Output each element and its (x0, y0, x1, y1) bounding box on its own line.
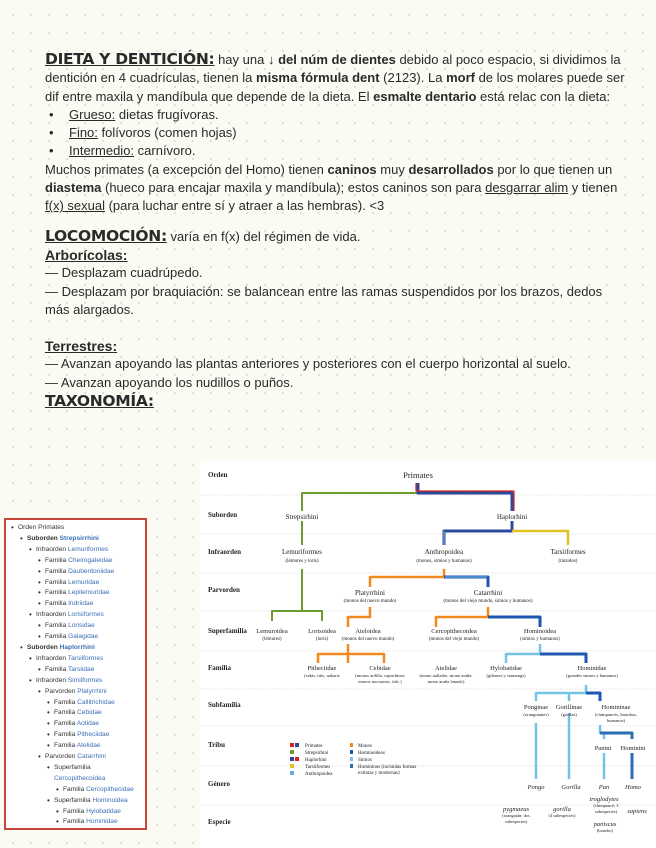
rank-label: Parvorden (208, 586, 240, 594)
tree-node-infraorden (36, 654, 143, 676)
legend-label: Tarsiiformes (305, 765, 331, 770)
text-run: Familia (63, 785, 87, 793)
text-run: Familia (45, 665, 68, 673)
node-cercopithecoidea: Cercopithecoidea (431, 628, 477, 635)
tree-list (54, 807, 143, 829)
text-run: . (289, 374, 294, 390)
legend-swatch (295, 743, 299, 747)
text-run: hay una (214, 52, 268, 67)
tree-link[interactable]: Lepilemuridae (68, 589, 110, 597)
node-homininae: Homininae (601, 704, 631, 711)
text-run: Infraorden (36, 611, 68, 619)
esmalte-list (45, 106, 625, 161)
tree-node-infraorden (36, 545, 143, 610)
node-hylobatidae: Hylobatidae (490, 665, 522, 672)
node-anthropoidea-sub: (monos, simios y humanos) (416, 559, 472, 564)
text-run: Parvorden (45, 753, 78, 761)
list-item (69, 124, 625, 142)
node-cercopithecoidea-sub: (monos del viejo mundo) (428, 637, 480, 642)
tree-list (18, 534, 143, 828)
tree-link[interactable]: Lemuridae (68, 578, 100, 586)
tree-node-familia (63, 785, 143, 796)
text-run: Superfamilia (54, 796, 93, 804)
node-homininae-sub: humanos) (606, 718, 626, 723)
text-run: desarrollados (408, 161, 494, 177)
node-lemuriformes-sub: (lémures y loris) (285, 559, 319, 564)
tree-link[interactable]: Haplorrhini (59, 643, 95, 651)
legend-label: Anthropoidea (305, 772, 333, 777)
tree-link[interactable]: Atelidae (76, 742, 101, 750)
tree-node-familia (45, 556, 143, 567)
legend-label: Homininos (incluidas formas (358, 765, 417, 770)
node-pan: Pan (598, 784, 610, 791)
branch (302, 611, 322, 621)
text-run: con el cuerpo horizontal al suelo. (377, 356, 571, 372)
legend-label: Haplorhini (305, 758, 327, 763)
legend-swatch (350, 750, 353, 754)
tree-link[interactable]: Galagidae (68, 633, 99, 641)
text-run: Familia (63, 818, 87, 826)
branch (416, 483, 514, 511)
node-hominoidea-sub: (simios y humanos) (520, 637, 560, 642)
branch (348, 654, 384, 663)
tree-list (45, 698, 143, 753)
node-strepsirhini: Strepsirhini (285, 513, 319, 521)
tree-link[interactable]: Callitrichidae (77, 698, 115, 706)
node-pongo: Pongo (527, 784, 545, 791)
dieta-paragraph (45, 50, 625, 106)
rank-label: Familia (208, 664, 231, 672)
legend-label: Strepsirhini (305, 751, 329, 756)
tree-node-familia (54, 741, 143, 752)
text-run: (para luchar entre sí y atraer a las hembras). <3 (104, 198, 385, 214)
tree-node-infraorden (36, 610, 143, 643)
text-run: — Desplazam por braquiación: (45, 283, 224, 299)
tree-link[interactable]: Platyrrhini (77, 687, 107, 695)
primate-classification-diagram (200, 461, 656, 848)
node-lorisoidea-sub: (loris) (315, 637, 329, 642)
node-ateloidea-sub: (monos del nuevo mundo) (341, 637, 395, 642)
tree-node-familia (45, 599, 143, 610)
node-homininae-sub: (chimpancés, bonobos, (594, 712, 638, 717)
locomocion-paragraph (45, 227, 625, 246)
node-cebidae-sub: (monos ardilla, capuchinos (355, 673, 405, 678)
rank-label: Especie (208, 818, 231, 826)
text-run: folívoros (comen hojas) (97, 125, 237, 141)
tree-list (54, 785, 143, 796)
legend-swatch (290, 750, 294, 754)
text-run: caninos (327, 161, 377, 177)
text-run: diastema (45, 180, 102, 196)
node-hominidae: Hominidae (577, 665, 607, 672)
tree-link[interactable]: Tarsiidae (67, 665, 95, 673)
tree-list (27, 654, 143, 829)
text-run: Familia (45, 567, 69, 575)
node-atelidae: Atelidae (434, 665, 458, 672)
node-sapiens: sapiens (627, 808, 647, 815)
tree-link[interactable]: Indriidae (68, 600, 94, 608)
taxonomia-heading: TAXONOMÍA: (45, 392, 154, 411)
node-haplorhini: Haplorhini (496, 513, 528, 521)
node-gorillinae: Gorillinae (555, 704, 583, 711)
tree-link[interactable]: Catarrhini (77, 753, 106, 761)
tree-link[interactable]: Cebidae (77, 709, 102, 717)
text-run: carnívoro. (134, 143, 196, 159)
node-platyrrhini-sub: (monos del nuevo mundo) (343, 599, 397, 604)
tree-node-parvorden (45, 687, 143, 752)
text-run: se balancean entre las ramas suspendidos por los brazos, dedos más alargados. (45, 283, 603, 317)
tree-link[interactable]: Simiiformes (67, 676, 103, 684)
tree-node-familia (63, 807, 143, 818)
tree-link[interactable]: Aotidae (76, 720, 100, 728)
text-run: debido al poco espacio, si dividimos la dentición en 4 cuadrículas, tienen la (45, 52, 621, 86)
text-run: Grueso: (69, 106, 116, 122)
arboricolas-line-2 (45, 283, 625, 320)
text-run: Familia (54, 742, 77, 750)
branch (444, 521, 512, 545)
tree-link[interactable]: Daubentoniidae (68, 567, 115, 575)
tree-link[interactable]: Lemuriformes (67, 545, 109, 553)
node-pygmaeus-sub: subespecies) (504, 819, 528, 824)
branch (370, 569, 444, 587)
node-primates: Primates (403, 470, 433, 480)
text-run: Familia (45, 589, 69, 597)
legend-swatch (290, 764, 294, 768)
tree-node-parvorden (45, 752, 143, 828)
arboricolas-heading: Arborícolas: (45, 246, 128, 263)
legend-swatch (290, 757, 294, 761)
tree-link[interactable]: Cheirogaleidae (68, 556, 113, 564)
node-hominini: Hominini (620, 745, 646, 752)
text-run: (hueco para encajar maxila y mandíbula); estos caninos son para (101, 180, 486, 196)
text-run: Infraorden (36, 654, 68, 662)
branch (506, 644, 540, 663)
node-ponginae: Ponginae (523, 704, 549, 711)
branch (586, 693, 600, 701)
tree-link[interactable]: Hylobatidae (86, 807, 121, 815)
tree-link[interactable]: Lorisidae (68, 622, 95, 630)
tree-link[interactable]: Hominoidea (92, 796, 128, 804)
node-pitheciidae: Pitheciidae (307, 665, 337, 672)
branch (540, 654, 586, 663)
text-run: Familia (54, 731, 78, 739)
text-run: f(x) sexual (45, 198, 105, 214)
branch (512, 531, 568, 545)
tree-node-superfamilia (54, 763, 143, 796)
legend-swatch (290, 771, 294, 775)
node-lorisoidea: Lorisoidea (308, 628, 336, 635)
node-paniscus-sub: (bonobo) (596, 828, 614, 833)
tree-node-familia (45, 588, 143, 599)
tree-list (36, 556, 143, 611)
text-run: (2123). La (379, 70, 447, 86)
tree-node-suborden (27, 534, 143, 643)
tree-node-infraorden (36, 676, 143, 829)
rank-labels (208, 471, 247, 826)
tree-link[interactable]: Lorisiformes (67, 611, 104, 619)
rank-label: Subfamilia (208, 701, 241, 709)
text-run: Suborden (27, 534, 60, 542)
tree-list (45, 763, 143, 828)
locomocion-heading: LOCOMOCIÓN: (45, 226, 167, 245)
node-lemuroidea: Lemuroidea (256, 628, 288, 635)
caninos-paragraph (45, 161, 625, 216)
legend-labels (305, 744, 333, 777)
rank-label: Suborden (208, 511, 238, 519)
tree-node-orden (18, 523, 143, 828)
text-run: Familia (45, 633, 69, 641)
text-run: morf (446, 70, 475, 86)
tree-node-familia (54, 730, 143, 741)
node-atelidae-sub: mono araña lanudo) (427, 679, 465, 684)
text-run: y tienen (568, 180, 618, 196)
node-pygmaeus-sub: (orangután; dos (502, 813, 530, 818)
text-run: Superfamilia (54, 763, 91, 771)
branch (436, 607, 488, 627)
tree-node-familia (54, 719, 143, 730)
spacer (45, 319, 625, 337)
node-catarrhini-sub: (monos del viejo mundo, simios y humanos) (443, 599, 533, 604)
rank-label: Infraorden (208, 548, 242, 556)
legend-label: Primates (305, 744, 323, 749)
tree-node-suborden (27, 643, 143, 828)
node-gorilla-species-sub: (4 subespecies) (548, 813, 576, 818)
tree-node-familia (45, 621, 143, 632)
node-hominidae-sub: (grandes simios y humanos) (566, 673, 618, 678)
node-lemuriformes: Lemuriformes (281, 548, 323, 556)
node-gorilla: Gorilla (561, 784, 581, 791)
notes-text (45, 50, 625, 411)
text-run: Suborden (27, 643, 60, 651)
tree-link[interactable]: Cercopithecidae (86, 785, 134, 793)
text-run: — Avanzan (45, 374, 115, 390)
text-run: varía en f(x) del régimen de vida. (166, 228, 361, 244)
node-tarsiiformes: Tarsiiformes (550, 548, 586, 556)
text-run: Muchos primates (a excepción del Homo) tienen (45, 161, 328, 177)
node-gorillinae-sub: (gorilas) (561, 712, 577, 717)
text-run: Familia (54, 709, 78, 717)
branch (272, 569, 302, 621)
text-run: apoyando las plantas anteriores y posteriores (114, 356, 378, 372)
tree-list (36, 687, 143, 829)
text-run: Familia (54, 720, 77, 728)
diagram-svg (200, 461, 656, 848)
legend (290, 743, 416, 777)
node-homo: Homo (625, 784, 641, 791)
list-item (69, 106, 625, 124)
taxonomia-paragraph (45, 392, 625, 411)
text-run: de los molares puede ser dif entre maxila y mandíbula que depende de la dieta. El (45, 70, 625, 104)
node-hylobatidae-sub: (gibones y siamangs) (486, 673, 526, 678)
legend-label: Monos (358, 744, 372, 749)
tree-link[interactable]: Hominidae (86, 818, 118, 826)
text-run: Parvorden (45, 687, 78, 695)
node-catarrhini: Catarrhini (473, 589, 503, 597)
text-run: desgarrar alim (485, 180, 569, 196)
branch (488, 617, 540, 627)
text-run: Familia (45, 556, 69, 564)
node-panini: Panini (594, 745, 612, 752)
terrestres-line-2 (45, 374, 625, 392)
node-cebidae: Cebidae (369, 665, 391, 672)
node-labels (256, 470, 647, 833)
branch (418, 483, 512, 511)
terrestres-line-1 (45, 355, 625, 373)
node-anthropoidea: Anthropoidea (424, 548, 464, 556)
node-pygmaeus: pygmaeus (503, 806, 529, 813)
legend-swatch (295, 757, 299, 761)
tree-link[interactable]: Tarsiiformes (67, 654, 104, 662)
node-gorilla-species: gorilla (553, 806, 571, 813)
arboricolas-line-1: — Desplazam cuadrúpedo. (45, 265, 203, 281)
text-run: Infraorden (36, 676, 68, 684)
node-tarsiiformes-sub: (társidos) (558, 559, 578, 564)
terrestres-heading: Terrestres: (45, 338, 118, 355)
rank-label: Género (208, 780, 231, 788)
tree-node-familia (54, 708, 143, 719)
node-pitheciidae-sub: (sakis, titís, uakaris (304, 673, 340, 678)
text-run: por lo que tienen un (493, 161, 613, 177)
node-atelidae-sub: (mono aullador, mono araña, (419, 673, 473, 678)
node-platyrrhini: Platyrrhini (355, 589, 385, 597)
taxonomy-tree-panel (4, 518, 147, 830)
node-troglodytes: troglodytes (589, 796, 619, 803)
node-troglodytes-sub: (chimpancé; 3 (593, 803, 619, 808)
text-run: Fino: (69, 125, 98, 141)
tree-node-familia (45, 578, 143, 589)
node-hominoidea: Hominoidea (523, 628, 557, 635)
node-lemuroidea-sub: (lémures) (262, 637, 282, 642)
branch (536, 685, 586, 701)
text-run: está relac con la dieta: (476, 88, 611, 104)
legend-swatch (350, 757, 353, 761)
legend-swatch (290, 743, 294, 747)
tree-node-familia (45, 632, 143, 643)
text-run: Familia (45, 622, 69, 630)
legend-label: extintas y modernas) (358, 771, 400, 776)
text-run: Familia (45, 600, 69, 608)
legend-labels (358, 744, 416, 776)
branch (302, 483, 418, 511)
text-run: Infraorden (36, 545, 68, 553)
text-run: apoyando los nudillos o puños (114, 374, 290, 390)
text-run: ↓ del núm de dientes (267, 52, 396, 67)
branch (348, 607, 370, 627)
rank-label: Superfamilia (208, 627, 247, 635)
text-run: dietas frugívoras. (115, 106, 219, 122)
tree-root-list (10, 523, 143, 828)
branch (444, 577, 488, 587)
text-run: — Avanzan (45, 356, 115, 372)
text-run: Familia (54, 698, 78, 706)
branch (318, 644, 348, 663)
text-run: Intermedio: (69, 143, 135, 159)
tree-list (36, 621, 143, 643)
tree-list (36, 665, 143, 676)
tree-list (27, 545, 143, 643)
legend-swatch (350, 764, 353, 768)
legend-swatch (350, 743, 353, 747)
rank-separators (200, 495, 656, 805)
tree-link[interactable]: Pitheciidae (77, 731, 110, 739)
tree-node-familia (54, 698, 143, 709)
text-run: Familia (45, 578, 69, 586)
node-ateloidea: Ateloidea (355, 628, 381, 635)
tree-node-superfamilia (54, 796, 143, 829)
tree-node-familia (45, 567, 143, 578)
tree-node-familia (63, 817, 143, 828)
tree-link[interactable]: Cercopithecoidea (54, 774, 106, 782)
spacer (45, 216, 625, 227)
text-run: Familia (63, 807, 87, 815)
legend-label: Hominoideos (358, 751, 385, 756)
rank-label: Tribu (208, 741, 225, 749)
node-troglodytes-sub: subespecies) (594, 809, 618, 814)
text-run: misma fórmula dent (256, 70, 380, 86)
text-run: esmalte dentario (373, 88, 477, 104)
tree-node-familia (45, 665, 143, 676)
text-run: muy (376, 161, 409, 177)
text-run: Orden Primates (18, 524, 65, 531)
legend-label: Simios (358, 758, 372, 763)
node-ponginae-sub: (orangutanes) (523, 712, 549, 717)
node-paniscus: paniscus (593, 821, 617, 828)
node-cebidae-sub: monos nocturnos, titís ) (358, 679, 402, 684)
rank-label: Orden (208, 471, 228, 479)
dieta-heading: DIETA Y DENTICIÓN: (45, 50, 215, 68)
list-item (69, 142, 625, 160)
tree-link[interactable]: Strepsirrhini (59, 534, 99, 542)
